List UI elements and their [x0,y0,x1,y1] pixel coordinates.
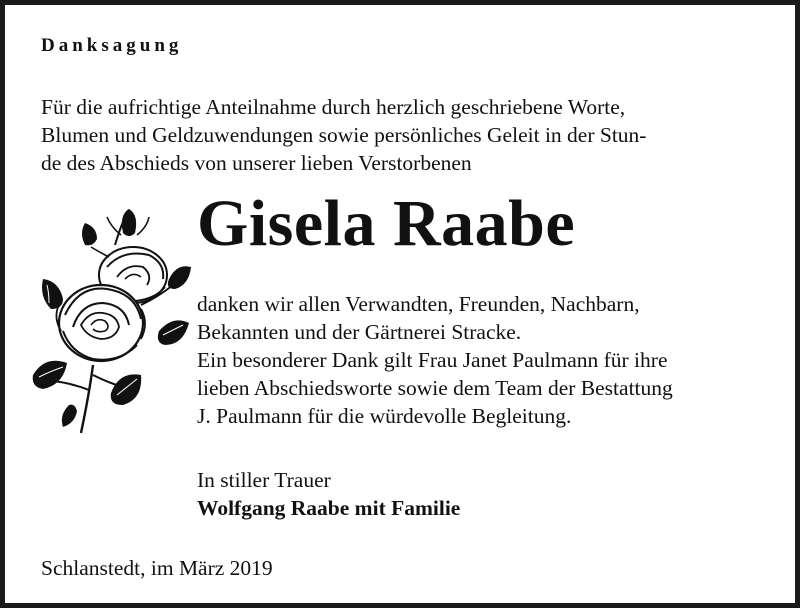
rose-icon [23,205,193,445]
intro-line: Für die aufrichtige Anteilnahme durch herzlich geschriebene Worte, [41,95,626,119]
body-line: danken wir allen Verwandten, Freunden, Nachbarn, [197,292,640,316]
place-date: Schlanstedt, im März 2019 [41,556,273,580]
intro-line: de des Abschieds von unserer lieben Verstorbenen [41,151,472,175]
signature: Wolfgang Raabe mit Familie [197,496,461,520]
intro-text [41,93,646,177]
mourning-phrase: In stiller Trauer [197,468,331,492]
deceased-name: Gisela Raabe [197,187,576,260]
body-line: Ein besonderer Dank gilt Frau Janet Paulmann für ihre [197,348,668,372]
heading: Danksagung [41,35,183,56]
body-line: Bekannten und der Gärtnerei Stracke. [197,320,522,344]
body-text [197,290,673,430]
body-line: J. Paulmann für die würdevolle Begleitung. [197,404,572,428]
intro-line: Blumen und Geldzuwendungen sowie persönliches Geleit in der Stun- [41,123,647,147]
body-line: lieben Abschiedsworte sowie dem Team der Bestattung [197,376,673,400]
